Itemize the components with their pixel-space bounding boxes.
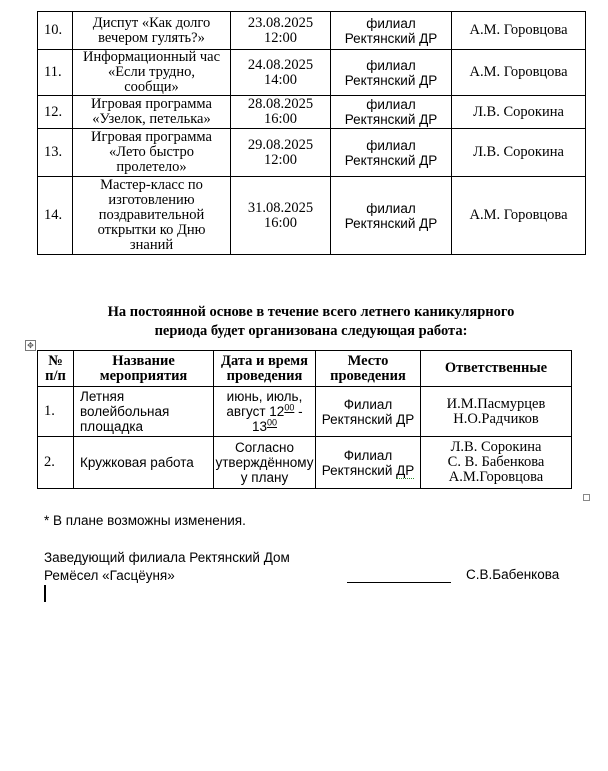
table-header-row xyxy=(38,351,572,387)
event-place: филиал Ректянский ДР xyxy=(331,129,452,177)
header-num: № п/п xyxy=(38,351,74,387)
table-row xyxy=(38,437,572,489)
row-number: 11. xyxy=(38,50,73,96)
row-number: 2. xyxy=(38,437,74,489)
header-place: Место проведения xyxy=(316,351,421,387)
signature-name: С.В.Бабенкова xyxy=(466,567,560,582)
permanent-activities-table xyxy=(37,350,572,489)
activity-datetime: Согласно утверждённому у плану xyxy=(214,437,316,489)
event-datetime: 24.08.2025 14:00 xyxy=(231,50,331,96)
activity-responsible: Л.В. Сорокина С. В. Бабенкова А.М.Горовцова xyxy=(421,437,572,489)
table-row xyxy=(38,129,586,177)
activity-name: Летняя волейбольная площадка xyxy=(74,387,214,437)
signature-line xyxy=(347,582,451,583)
event-responsible: А.М. Горовцова xyxy=(452,12,586,50)
row-number: 13. xyxy=(38,129,73,177)
table-resize-handle[interactable] xyxy=(583,494,590,501)
table-row xyxy=(38,12,586,50)
event-name: Игровая программа «Лето быстро пролетело» xyxy=(73,129,231,177)
table-row xyxy=(38,50,586,96)
event-datetime: 23.08.2025 12:00 xyxy=(231,12,331,50)
table-row xyxy=(38,177,586,255)
changes-note: * В плане возможны изменения. xyxy=(44,513,246,528)
row-number: 14. xyxy=(38,177,73,255)
event-responsible: Л.В. Сорокина xyxy=(452,129,586,177)
event-responsible: Л.В. Сорокина xyxy=(452,96,586,129)
activity-name: Кружковая работа xyxy=(74,437,214,489)
event-responsible: А.М. Горовцова xyxy=(452,177,586,255)
spellcheck-mark: ДР xyxy=(396,462,415,478)
table-row xyxy=(38,387,572,437)
event-responsible: А.М. Горовцова xyxy=(452,50,586,96)
header-name: Название мероприятия xyxy=(74,351,214,387)
event-place: филиал Ректянский ДР xyxy=(331,12,452,50)
row-number: 10. xyxy=(38,12,73,50)
event-place: филиал Ректянский ДР xyxy=(331,96,452,129)
event-datetime: 28.08.2025 16:00 xyxy=(231,96,331,129)
row-number: 1. xyxy=(38,387,74,437)
text-cursor xyxy=(44,585,46,602)
event-name: Диспут «Как долго вечером гулять?» xyxy=(73,12,231,50)
header-date: Дата и время проведения xyxy=(214,351,316,387)
activity-place: Филиал Ректянский ДР xyxy=(316,387,421,437)
event-datetime: 31.08.2025 16:00 xyxy=(231,177,331,255)
event-datetime: 29.08.2025 12:00 xyxy=(231,129,331,177)
section-heading-line2: периода будет организована следующая работа: xyxy=(154,323,468,339)
schedule-table xyxy=(37,11,586,255)
activity-responsible: И.М.Пасмурцев Н.О.Радчиков xyxy=(421,387,572,437)
signature-position: Заведующий филиала Ректянский Дом Ремёсел «Гасцёуня» xyxy=(44,550,290,583)
activity-datetime: июнь, июль, август $12^{00}$ - $13^{00}$ xyxy=(214,387,316,437)
row-number: 12. xyxy=(38,96,73,129)
header-responsible: Ответственные xyxy=(421,351,572,387)
activity-place: Филиал Ректянский ДР xyxy=(316,437,421,489)
event-name: Информационный час «Если трудно, сообщи» xyxy=(73,50,231,96)
table-move-icon[interactable]: ✥ xyxy=(25,340,36,351)
event-place: филиал Ректянский ДР xyxy=(331,177,452,255)
table-row xyxy=(38,96,586,129)
event-name: Игровая программа «Узелок, петелька» xyxy=(73,96,231,129)
event-name: Мастер-класс по изготовлению поздравительной открытки ко Дню знаний xyxy=(73,177,231,255)
event-place: филиал Ректянский ДР xyxy=(331,50,452,96)
section-heading-line1: На постоянной основе в течение всего летнего каникулярного xyxy=(107,304,515,320)
